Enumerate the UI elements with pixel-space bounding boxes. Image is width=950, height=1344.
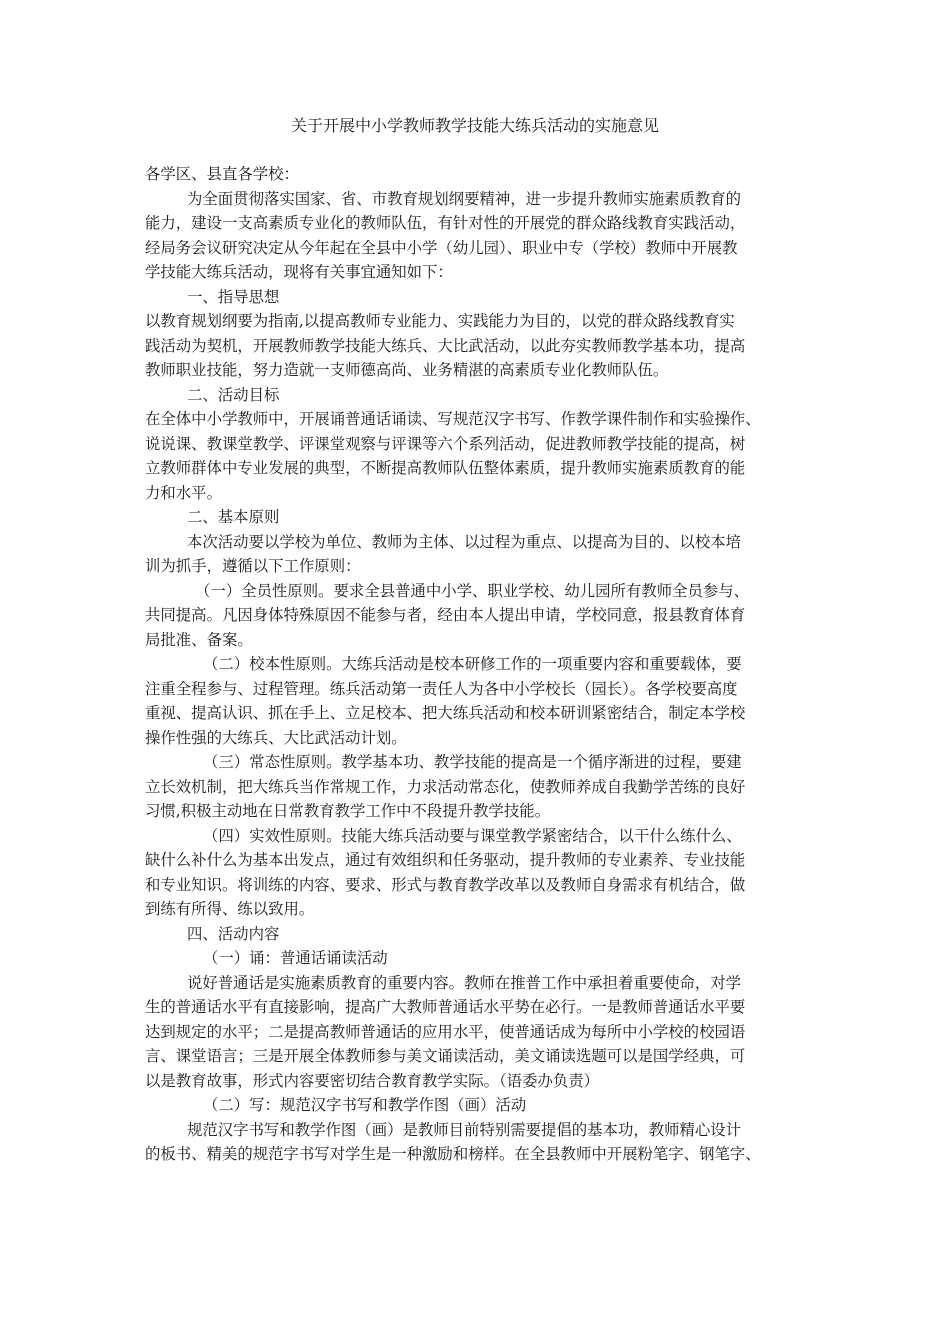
paragraph-line: 和专业知识。将训练的内容、要求、形式与教育教学改革以及教师自身需求有机结合，做	[145, 875, 746, 894]
section-heading: 二、活动目标	[187, 385, 280, 404]
section-heading: 四、活动内容	[187, 924, 280, 943]
paragraph-line: 规范汉字书写和教学作图（画）是教师目前特别需要提倡的基本功，教师精心设计	[187, 1120, 742, 1139]
paragraph-line: 为全面贯彻落实国家、省、市教育规划纲要精神，进一步提升教师实施素质教育的	[187, 189, 742, 208]
subsection-heading: （二）写：规范汉字书写和教学作图（画）活动	[203, 1096, 527, 1114]
paragraph-line: 说说课、教课堂教学、评课堂观察与评课等六个系列活动，促进教师教学技能的提高，树	[145, 434, 746, 453]
paragraph-line: 的板书、精美的规范字书写对学生是一种激励和榜样。在全县教师中开展粉笔字、钢笔字、	[145, 1145, 761, 1163]
paragraph-line: 力和水平。	[145, 483, 222, 502]
paragraph-line: 本次活动要以学校为单位、教师为主体、以过程为重点、以提高为目的、以校本培	[187, 532, 742, 551]
paragraph-line: 到练有所得、练以致用。	[145, 900, 315, 918]
paragraph-line: 在全体中小学教师中，开展诵普通话诵读、写规范汉字书写、作教学课件制作和实验操作、	[145, 410, 761, 428]
paragraph-line: 训为抓手，遵循以下工作原则：	[145, 557, 361, 575]
principle-heading-line: （四）实效性原则。技能大练兵活动要与课堂教学紧密结合，以干什么练什么、	[203, 826, 742, 845]
paragraph-line: 言、课堂语言；三是开展全体教师参与美文诵读活动，美文诵读选题可以是国学经典，可	[145, 1047, 746, 1065]
paragraph-line: 重视、提高认识、抓在手上、立足校本、把大练兵活动和校本研训紧密结合，制定本学校	[145, 704, 746, 722]
subsection-heading: （一）诵：普通话诵读活动	[203, 949, 388, 967]
paragraph-line: 缺什么补什么为基本出发点，通过有效组织和任务驱动，提升教师的专业素养、专业技能	[145, 851, 746, 869]
paragraph-line: 教师职业技能，努力造就一支师德高尚、业务精湛的高素质专业化教师队伍。	[145, 361, 669, 379]
section-heading: 一、指导思想	[187, 287, 280, 306]
paragraph-line: 践活动为契机，开展教师教学技能大练兵、大比武活动，以此夯实教师教学基本功，提高	[145, 336, 746, 355]
paragraph-line: 能力，建设一支高素质专业化的教师队伍，有针对性的开展党的群众路线教育实践活动，	[145, 214, 746, 232]
paragraph-line: 以教育规划纲要为指南,以提高教师专业能力、实践能力为目的，以党的群众路线教育实	[145, 312, 735, 330]
paragraph-line: 说好普通话是实施素质教育的重要内容。教师在推普工作中承担着重要使命，对学	[187, 973, 742, 992]
paragraph-line: 共同提高。凡因身体特殊原因不能参与者，经由本人提出申请，学校同意，报县教育体育	[145, 606, 746, 624]
paragraph-line: 达到规定的水平；二是提高教师普通话的应用水平，使普通话成为每所中小学校的校园语	[145, 1022, 746, 1041]
document-body	[145, 162, 815, 1167]
principle-heading-line: （三）常态性原则。教学基本功、教学技能的提高是一个循序渐进的过程，要建	[203, 753, 742, 771]
paragraph-line: 注重全程参与、过程管理。练兵活动第一责任人为各中小学校长（园长）。各学校要高度	[145, 679, 738, 698]
paragraph-line: 以是教育故事，形式内容要密切结合教育教学实际。（语委办负责）	[145, 1071, 600, 1090]
paragraph-line: 局批准、备案。	[145, 630, 253, 649]
salutation-line: 各学区、县直各学校：	[145, 165, 299, 183]
principle-heading-line: （二）校本性原则。大练兵活动是校本研修工作的一项重要内容和重要载体，要	[203, 655, 742, 673]
paragraph-line: 习惯,积极主动地在日常教育教学工作中不段提升教学技能。	[145, 802, 551, 820]
paragraph-line: 学技能大练兵活动，现将有关事宜通知如下：	[145, 263, 453, 281]
paragraph-line: 立长效机制，把大练兵当作常规工作，力求活动常态化，使教师养成自我勤学苦练的良好	[145, 777, 746, 796]
paragraph-line: 生的普通话水平有直接影响，提高广大教师普通话水平势在必行。一是教师普通话水平要	[145, 998, 746, 1016]
paragraph-line: 经局务会议研究决定从今年起在全县中小学（幼儿园）、职业中专（学校）教师中开展教	[145, 238, 738, 257]
document-title: 关于开展中小学教师教学技能大练兵活动的实施意见	[290, 116, 659, 135]
principle-heading-line: （一）全员性原则。要求全县普通中小学、职业学校、幼儿园所有教师全员参与、	[195, 581, 750, 600]
section-heading: 二、基本原则	[187, 508, 280, 526]
paragraph-line: 立教师群体中专业发展的典型，不断提高教师队伍整体素质，提升教师实施素质教育的能	[145, 459, 746, 477]
paragraph-line: 操作性强的大练兵、大比武活动计划。	[145, 728, 407, 747]
